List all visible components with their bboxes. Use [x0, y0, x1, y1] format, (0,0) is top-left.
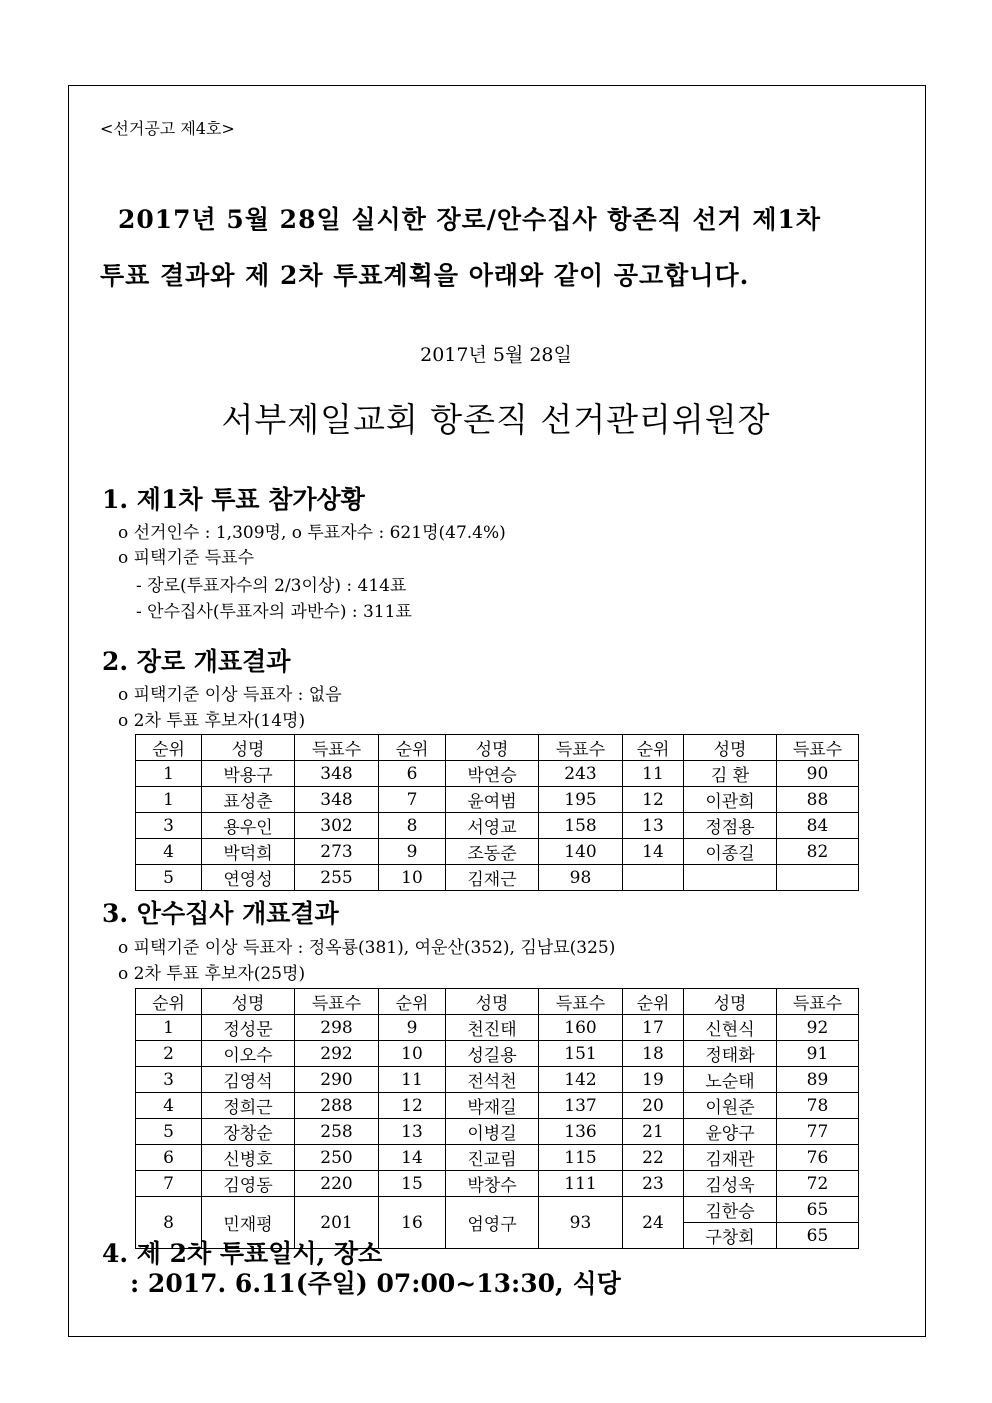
table-row	[136, 761, 859, 787]
table-cell: 6	[136, 1145, 202, 1171]
table-cell	[623, 865, 684, 891]
table-cell: 8	[136, 1197, 202, 1249]
table-cell: 243	[539, 761, 623, 787]
table-cell: 15	[379, 1171, 446, 1197]
header-cell: 순위	[623, 735, 684, 761]
table-cell: 윤양구	[684, 1119, 777, 1145]
header-cell: 성명	[446, 735, 539, 761]
table-cell: 65	[777, 1197, 859, 1223]
table-cell: 93	[539, 1197, 623, 1249]
header-cell: 성명	[684, 989, 777, 1015]
table-cell: 82	[777, 839, 859, 865]
header-cell: 득표수	[295, 989, 379, 1015]
header-cell: 득표수	[777, 735, 859, 761]
table-cell: 김재근	[446, 865, 539, 891]
table-cell: 21	[623, 1119, 684, 1145]
deacon-criteria: - 안수집사(투표자의 과반수) : 311표	[136, 602, 412, 622]
header-cell: 순위	[623, 989, 684, 1015]
header-cell: 성명	[202, 989, 295, 1015]
table-cell: 137	[539, 1093, 623, 1119]
table-row	[136, 1119, 859, 1145]
table-row	[136, 1067, 859, 1093]
table-cell: 136	[539, 1119, 623, 1145]
table-cell: 98	[539, 865, 623, 891]
table-cell: 윤여범	[446, 787, 539, 813]
table-cell: 142	[539, 1067, 623, 1093]
table-cell: 김 환	[684, 761, 777, 787]
table-cell: 전석천	[446, 1067, 539, 1093]
table-cell: 6	[379, 761, 446, 787]
table-row	[136, 1015, 859, 1041]
table-cell: 장창순	[202, 1119, 295, 1145]
table-cell: 10	[379, 1041, 446, 1067]
table-cell: 10	[379, 865, 446, 891]
table-cell: 박용구	[202, 761, 295, 787]
table-cell: 255	[295, 865, 379, 891]
table-cell: 348	[295, 787, 379, 813]
table-cell: 16	[379, 1197, 446, 1249]
table-cell: 김재관	[684, 1145, 777, 1171]
table-cell: 24	[623, 1197, 684, 1249]
table-cell: 이오수	[202, 1041, 295, 1067]
header-cell: 득표수	[295, 735, 379, 761]
header-cell: 성명	[446, 989, 539, 1015]
table-cell: 151	[539, 1041, 623, 1067]
table-cell: 89	[777, 1067, 859, 1093]
section-2-title: 2. 장로 개표결과	[102, 647, 291, 676]
table-cell: 조동준	[446, 839, 539, 865]
table-cell: 이종길	[684, 839, 777, 865]
table-cell: 이병길	[446, 1119, 539, 1145]
table-cell: 박연승	[446, 761, 539, 787]
criteria-title: o 피택기준 득표수	[118, 548, 254, 568]
table-cell: 220	[295, 1171, 379, 1197]
table-row	[136, 813, 859, 839]
header-cell: 득표수	[539, 989, 623, 1015]
table-cell: 성길용	[446, 1041, 539, 1067]
table-cell: 72	[777, 1171, 859, 1197]
table-header-row	[136, 989, 859, 1015]
table-cell: 288	[295, 1093, 379, 1119]
table-cell: 7	[136, 1171, 202, 1197]
table-row	[136, 1041, 859, 1067]
table-row	[136, 1093, 859, 1119]
table-cell: 14	[623, 839, 684, 865]
table-cell: 연영성	[202, 865, 295, 891]
table-cell: 17	[623, 1015, 684, 1041]
table-cell: 정성문	[202, 1015, 295, 1041]
table-cell: 348	[295, 761, 379, 787]
table-cell: 13	[379, 1119, 446, 1145]
table-row	[136, 787, 859, 813]
table-row	[136, 865, 859, 891]
table-cell: 160	[539, 1015, 623, 1041]
table-cell: 65	[777, 1223, 859, 1249]
table-cell: 김한승	[684, 1197, 777, 1223]
table-cell: 8	[379, 813, 446, 839]
table-cell: 노순태	[684, 1067, 777, 1093]
table-cell: 정점용	[684, 813, 777, 839]
committee-chair: 서부제일교회 항존직 선거관리위원장	[221, 400, 771, 439]
elder-candidates: o 2차 투표 후보자(14명)	[118, 711, 306, 731]
table-cell: 이관희	[684, 787, 777, 813]
table-cell: 2	[136, 1041, 202, 1067]
table-cell: 4	[136, 1093, 202, 1119]
table-cell: 13	[623, 813, 684, 839]
table-cell: 김영석	[202, 1067, 295, 1093]
header-cell: 득표수	[539, 735, 623, 761]
elder-results-table	[135, 734, 859, 891]
table-cell: 23	[623, 1171, 684, 1197]
table-cell: 3	[136, 813, 202, 839]
table-cell: 290	[295, 1067, 379, 1093]
notice-number: <선거공고 제4호>	[100, 119, 235, 138]
deacon-elected: o 피택기준 이상 득표자 : 정옥룡(381), 여운산(352), 김남묘(325)	[118, 938, 616, 958]
deacon-candidates: o 2차 투표 후보자(25명)	[118, 964, 306, 984]
table-cell: 14	[379, 1145, 446, 1171]
table-cell: 신병호	[202, 1145, 295, 1171]
table-cell: 292	[295, 1041, 379, 1067]
table-cell: 김성욱	[684, 1171, 777, 1197]
table-cell: 76	[777, 1145, 859, 1171]
table-cell: 9	[379, 839, 446, 865]
table-cell: 158	[539, 813, 623, 839]
table-cell: 91	[777, 1041, 859, 1067]
table-cell: 서영교	[446, 813, 539, 839]
table-cell: 20	[623, 1093, 684, 1119]
table-cell: 9	[379, 1015, 446, 1041]
header-cell: 순위	[136, 735, 202, 761]
table-cell: 111	[539, 1171, 623, 1197]
table-cell: 115	[539, 1145, 623, 1171]
table-cell: 5	[136, 1119, 202, 1145]
table-cell	[684, 865, 777, 891]
table-row	[136, 839, 859, 865]
table-cell: 민재평	[202, 1197, 295, 1249]
table-cell: 250	[295, 1145, 379, 1171]
table-cell: 12	[379, 1093, 446, 1119]
header-cell: 득표수	[777, 989, 859, 1015]
table-cell: 3	[136, 1067, 202, 1093]
section-4-title: 4. 제 2차 투표일시, 장소	[102, 1239, 383, 1268]
table-cell: 195	[539, 787, 623, 813]
elder-criteria: - 장로(투표자수의 2/3이상) : 414표	[136, 576, 407, 596]
table-cell: 201	[295, 1197, 379, 1249]
table-cell: 88	[777, 787, 859, 813]
table-cell: 신현식	[684, 1015, 777, 1041]
table-cell: 78	[777, 1093, 859, 1119]
table-cell: 박창수	[446, 1171, 539, 1197]
table-cell: 천진태	[446, 1015, 539, 1041]
table-cell: 박덕희	[202, 839, 295, 865]
headline-line-1: 2017년 5월 28일 실시한 장로/안수집사 항존직 선거 제1차	[118, 205, 822, 234]
table-cell: 7	[379, 787, 446, 813]
table-cell: 진교림	[446, 1145, 539, 1171]
table-cell: 표성춘	[202, 787, 295, 813]
table-cell: 이원준	[684, 1093, 777, 1119]
table-cell: 273	[295, 839, 379, 865]
table-cell: 258	[295, 1119, 379, 1145]
table-cell: 12	[623, 787, 684, 813]
table-cell: 1	[136, 761, 202, 787]
elder-elected: o 피택기준 이상 득표자 : 없음	[118, 685, 342, 705]
table-row	[136, 1171, 859, 1197]
header-cell: 순위	[379, 989, 446, 1015]
table-cell: 용우인	[202, 813, 295, 839]
table-cell: 5	[136, 865, 202, 891]
table-row	[136, 1145, 859, 1171]
header-cell: 순위	[379, 735, 446, 761]
headline-line-2: 투표 결과와 제 2차 투표계획을 아래와 같이 공고합니다.	[100, 261, 750, 290]
table-cell: 4	[136, 839, 202, 865]
table-cell: 11	[379, 1067, 446, 1093]
voter-stats: o 선거인수 : 1,309명, o 투표자수 : 621명(47.4%)	[118, 523, 506, 543]
table-cell: 302	[295, 813, 379, 839]
table-cell	[777, 865, 859, 891]
table-cell: 92	[777, 1015, 859, 1041]
table-cell: 구창회	[684, 1223, 777, 1249]
header-cell: 성명	[202, 735, 295, 761]
table-cell: 77	[777, 1119, 859, 1145]
second-vote-detail: : 2017. 6.11(주일) 07:00~13:30, 식당	[130, 1269, 621, 1298]
table-cell: 18	[623, 1041, 684, 1067]
table-row	[136, 1197, 859, 1223]
table-cell: 정희근	[202, 1093, 295, 1119]
table-cell: 19	[623, 1067, 684, 1093]
table-header-row	[136, 735, 859, 761]
section-3-title: 3. 안수집사 개표결과	[102, 899, 339, 928]
table-cell: 김영동	[202, 1171, 295, 1197]
table-cell: 84	[777, 813, 859, 839]
table-cell: 1	[136, 1015, 202, 1041]
table-cell: 90	[777, 761, 859, 787]
deacon-results-table	[135, 988, 859, 1249]
table-cell: 140	[539, 839, 623, 865]
table-cell: 정태화	[684, 1041, 777, 1067]
table-cell: 박재길	[446, 1093, 539, 1119]
table-cell: 11	[623, 761, 684, 787]
section-1-title: 1. 제1차 투표 참가상황	[102, 485, 365, 514]
table-cell: 298	[295, 1015, 379, 1041]
notice-date: 2017년 5월 28일	[420, 344, 572, 366]
header-cell: 성명	[684, 735, 777, 761]
header-cell: 순위	[136, 989, 202, 1015]
table-cell: 1	[136, 787, 202, 813]
table-cell: 엄영구	[446, 1197, 539, 1249]
table-cell: 22	[623, 1145, 684, 1171]
